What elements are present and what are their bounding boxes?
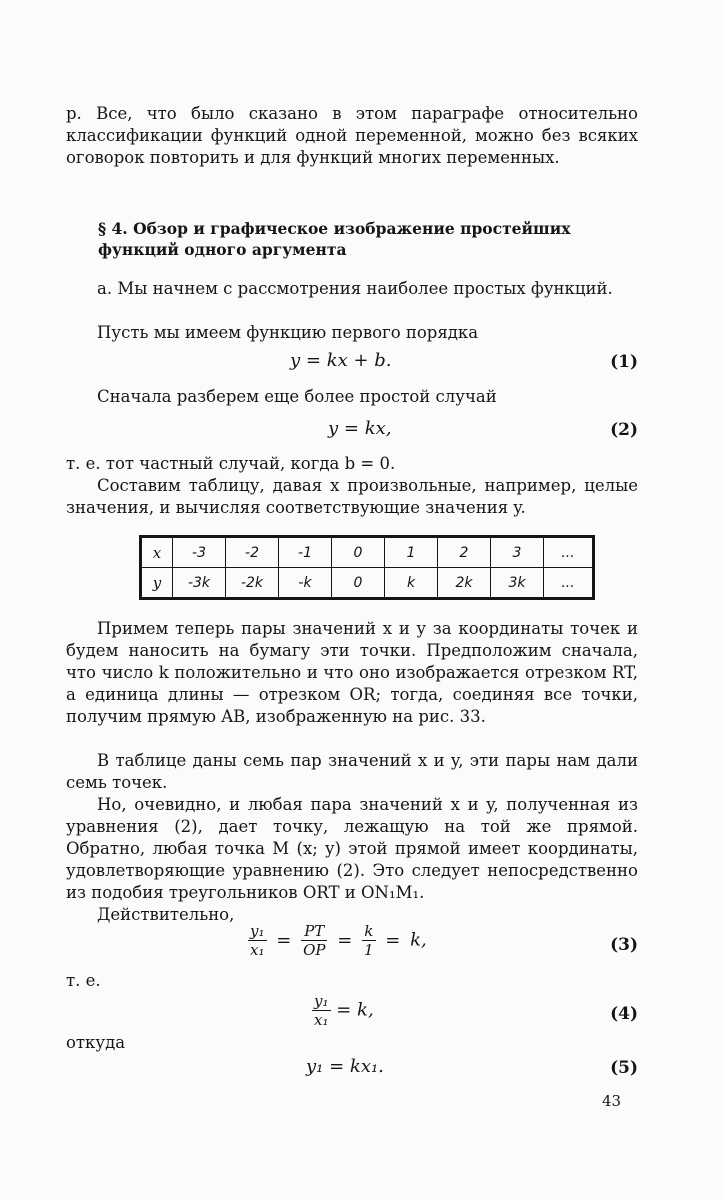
table-cell: 0: [332, 568, 385, 599]
equation-2-number: (2): [610, 420, 638, 440]
paragraph-3: Пусть мы имеем функцию первого порядка: [97, 323, 479, 342]
equation-5: y₁ = kx₁.: [306, 1056, 384, 1077]
equation-2: y = kx,: [328, 418, 392, 439]
values-table: [139, 535, 595, 600]
paragraph-2: а. Мы начнем с рассмотрения наиболее простых функций.: [97, 279, 613, 298]
table-cell: y: [141, 568, 173, 599]
table-cell: 2k: [438, 568, 491, 599]
table-cell: k: [385, 568, 438, 599]
paragraph-1: р. Все, что было сказано в этом параграфе относительно классификации функций одной переменной, можно без всяких оговорок повторить и для функций многих переменных.: [66, 104, 638, 167]
table-cell: -k: [279, 568, 332, 599]
paragraph-8: В таблице даны семь пар значений x и y, эти пары нам дали семь точек.: [66, 751, 638, 792]
equation-3: $\frac{\text{y₁}}{\text{x₁}}$ = $\frac{PT}{OP}$ = $\frac{k}{1}$ = k,: [250, 922, 427, 959]
table-cell: 1: [385, 537, 438, 568]
paragraph-12: откуда: [66, 1033, 126, 1052]
table-cell: 3: [491, 537, 544, 568]
section-heading: § 4. Обзор и графическое изображение простейших функций одного аргумента: [98, 219, 571, 259]
paragraph-4: Сначала разберем еще более простой случай: [97, 387, 497, 406]
table-row-y: [141, 568, 594, 599]
table-cell: x: [141, 537, 173, 568]
page-number: 43: [602, 1092, 622, 1110]
table-cell: -3k: [173, 568, 226, 599]
table-cell: -2: [226, 537, 279, 568]
equation-3-number: (3): [610, 935, 638, 955]
fraction-y1-x1: $\frac{\text{y₁}}{\text{x₁}}$: [314, 992, 329, 1029]
fraction-pt-op: $\frac{PT}{OP}$: [303, 922, 326, 959]
table-cell: 3k: [491, 568, 544, 599]
equation-4-number: (4): [610, 1004, 638, 1024]
equation-1: y = kx + b.: [290, 350, 392, 371]
table-row-x: [141, 537, 594, 568]
table-cell: ...: [544, 537, 594, 568]
paragraph-11: т. е.: [66, 971, 101, 990]
paragraph-7: Примем теперь пары значений x и y за координаты точек и будем наносить на бумагу эти точки. Предположим сначала, что число k положительно и что оно изображается отрезком RT, а единица длины — отрезком OR; тогда, соединяя все точки, получим прямую AB, изображенную на рис. 33.: [66, 619, 638, 726]
fraction-y1-x1: $\frac{\text{y₁}}{\text{x₁}}$: [250, 922, 265, 959]
equation-1-number: (1): [610, 352, 638, 372]
equation-5-number: (5): [610, 1058, 638, 1078]
paragraph-6: Составим таблицу, давая x произвольные, например, целые значения, и вычисляя соответствующие значения y.: [66, 476, 638, 517]
paragraph-9: Но, очевидно, и любая пара значений x и y, полученная из уравнения (2), дает точку, лежащую на той же прямой. Обратно, любая точка M (x; y) этой прямой имеет координаты, удовлетворяющие уравнению (2). Это следует непосредственно из подобия треугольников ORT и ON₁M₁.: [66, 795, 638, 902]
paragraph-5: т. е. тот частный случай, когда b = 0.: [66, 454, 396, 473]
table-cell: -1: [279, 537, 332, 568]
table-cell: ...: [544, 568, 594, 599]
paragraph-10: Действительно,: [97, 905, 235, 924]
table-cell: 0: [332, 537, 385, 568]
equation-4: $\frac{\text{y₁}}{\text{x₁}}$ = k,: [314, 992, 374, 1029]
table-cell: 2: [438, 537, 491, 568]
fraction-k-1: $\frac{k}{1}$: [364, 922, 374, 959]
table-cell: -3: [173, 537, 226, 568]
table-cell: -2k: [226, 568, 279, 599]
